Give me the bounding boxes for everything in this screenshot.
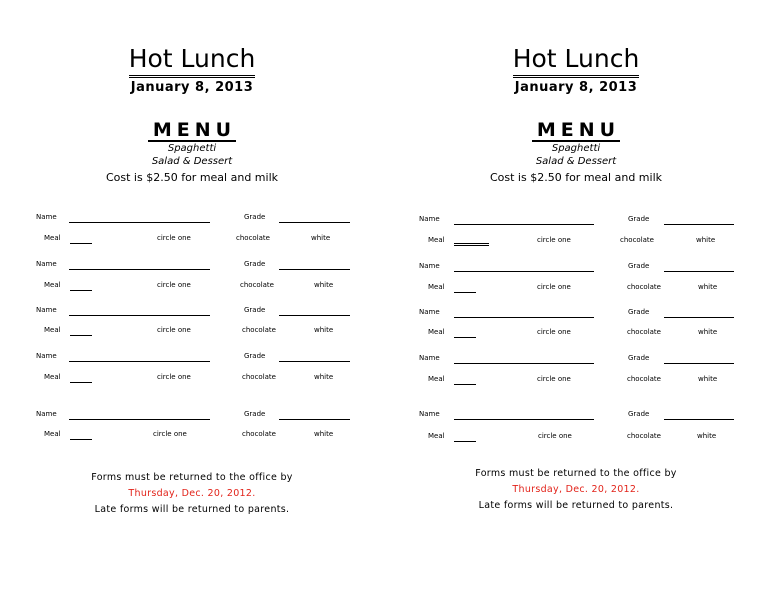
grade-field[interactable] — [664, 363, 734, 364]
option-chocolate[interactable]: chocolate — [627, 328, 661, 336]
grade-label: Grade — [628, 410, 650, 418]
option-white[interactable]: white — [314, 281, 334, 289]
grade-field[interactable] — [279, 269, 350, 270]
circle-one-label: circle one — [153, 430, 187, 438]
meal-count-field[interactable] — [70, 335, 92, 336]
name-grade-row — [0, 306, 384, 320]
option-chocolate[interactable]: chocolate — [627, 432, 661, 440]
grade-label: Grade — [244, 260, 266, 268]
name-label: Name — [419, 354, 440, 362]
circle-one-label: circle one — [537, 236, 571, 244]
name-grade-row — [0, 352, 384, 366]
name-field[interactable] — [69, 361, 210, 362]
flyer-date: January 8, 2013 — [130, 80, 254, 95]
meal-label: Meal — [44, 373, 61, 381]
name-label: Name — [419, 308, 440, 316]
meal-row — [0, 281, 384, 295]
meal-label: Meal — [428, 328, 445, 336]
circle-one-label: circle one — [537, 283, 571, 291]
option-white[interactable]: white — [314, 326, 334, 334]
footer-deadline: Thursday, Dec. 20, 2012. — [128, 488, 256, 499]
name-label: Name — [419, 262, 440, 270]
circle-one-label: circle one — [157, 281, 191, 289]
option-chocolate[interactable]: chocolate — [242, 430, 276, 438]
grade-field[interactable] — [664, 419, 734, 420]
meal-count-field[interactable] — [70, 290, 92, 291]
cost-text: Cost is $2.50 for meal and milk — [489, 171, 662, 184]
menu-heading: MENU — [0, 119, 384, 142]
option-chocolate[interactable]: chocolate — [627, 283, 661, 291]
name-field[interactable] — [454, 363, 594, 364]
flyer-title: Hot Lunch — [384, 44, 768, 78]
flyer-date: January 8, 2013 — [514, 80, 638, 95]
footer-instruction: Forms must be returned to the office by — [91, 472, 293, 483]
menu-item: Spaghetti — [167, 143, 217, 154]
name-label: Name — [36, 213, 57, 221]
flyer-title: Hot Lunch — [0, 44, 384, 78]
meal-label: Meal — [428, 375, 445, 383]
meal-count-field[interactable] — [454, 337, 476, 338]
circle-one-label: circle one — [157, 373, 191, 381]
name-label: Name — [36, 260, 57, 268]
grade-label: Grade — [244, 213, 266, 221]
grade-label: Grade — [628, 215, 650, 223]
option-white[interactable]: white — [697, 432, 717, 440]
name-grade-row — [0, 410, 384, 424]
name-label: Name — [419, 215, 440, 223]
grade-label: Grade — [628, 308, 650, 316]
option-chocolate[interactable]: chocolate — [242, 326, 276, 334]
option-white[interactable]: white — [698, 375, 718, 383]
grade-field[interactable] — [664, 224, 734, 225]
name-label: Name — [36, 306, 57, 314]
cost-text: Cost is $2.50 for meal and milk — [105, 171, 278, 184]
grade-label: Grade — [628, 354, 650, 362]
circle-one-label: circle one — [157, 326, 191, 334]
meal-row — [384, 375, 768, 389]
name-field[interactable] — [69, 269, 210, 270]
option-chocolate[interactable]: chocolate — [242, 373, 276, 381]
name-label: Name — [419, 410, 440, 418]
meal-count-field[interactable] — [70, 382, 92, 383]
meal-count-field[interactable] — [454, 243, 489, 246]
circle-one-label: circle one — [537, 375, 571, 383]
meal-label: Meal — [428, 236, 445, 244]
meal-count-field[interactable] — [454, 441, 476, 442]
option-white[interactable]: white — [314, 430, 334, 438]
meal-label: Meal — [44, 234, 61, 242]
meal-label: Meal — [44, 430, 61, 438]
meal-row — [384, 432, 768, 446]
meal-row — [0, 326, 384, 340]
grade-label: Grade — [244, 352, 266, 360]
meal-row — [0, 373, 384, 387]
meal-label: Meal — [44, 281, 61, 289]
circle-one-label: circle one — [157, 234, 191, 242]
menu-item: Salad & Dessert — [535, 156, 617, 167]
grade-label: Grade — [244, 306, 266, 314]
name-label: Name — [36, 352, 57, 360]
option-chocolate[interactable]: chocolate — [627, 375, 661, 383]
footer-late-notice: Late forms will be returned to parents. — [94, 504, 290, 515]
grade-field[interactable] — [664, 317, 734, 318]
option-white[interactable]: white — [314, 373, 334, 381]
name-field[interactable] — [454, 419, 594, 420]
menu-item: Spaghetti — [551, 143, 601, 154]
meal-row — [0, 430, 384, 444]
meal-row — [0, 234, 384, 248]
name-field[interactable] — [454, 271, 594, 272]
meal-row — [384, 328, 768, 342]
grade-field[interactable] — [279, 222, 350, 223]
name-field[interactable] — [454, 317, 594, 318]
name-field[interactable] — [69, 222, 210, 223]
option-chocolate[interactable]: chocolate — [236, 234, 270, 242]
grade-field[interactable] — [279, 315, 350, 316]
grade-label: Grade — [628, 262, 650, 270]
menu-item: Salad & Dessert — [151, 156, 233, 167]
name-grade-row — [0, 260, 384, 274]
grade-field[interactable] — [279, 361, 350, 362]
meal-row — [384, 236, 768, 250]
meal-count-field[interactable] — [454, 292, 476, 293]
option-white[interactable]: white — [698, 328, 718, 336]
meal-label: Meal — [428, 283, 445, 291]
grade-field[interactable] — [664, 271, 734, 272]
name-grade-row — [384, 410, 768, 424]
name-field[interactable] — [69, 315, 210, 316]
option-white[interactable]: white — [696, 236, 716, 244]
name-field[interactable] — [454, 224, 594, 225]
footer-deadline: Thursday, Dec. 20, 2012. — [512, 484, 640, 495]
meal-count-field[interactable] — [70, 243, 92, 244]
option-chocolate[interactable]: chocolate — [240, 281, 274, 289]
meal-row — [384, 283, 768, 297]
option-white[interactable]: white — [311, 234, 331, 242]
option-white[interactable]: white — [698, 283, 718, 291]
grade-field[interactable] — [279, 419, 350, 420]
name-field[interactable] — [69, 419, 210, 420]
name-grade-row — [384, 308, 768, 322]
menu-heading: MENU — [384, 119, 768, 142]
flyer-right — [384, 0, 768, 594]
name-grade-row — [384, 354, 768, 368]
meal-label: Meal — [44, 326, 61, 334]
name-label: Name — [36, 410, 57, 418]
circle-one-label: circle one — [538, 432, 572, 440]
grade-label: Grade — [244, 410, 266, 418]
name-grade-row — [384, 262, 768, 276]
name-grade-row — [384, 215, 768, 229]
name-grade-row — [0, 213, 384, 227]
circle-one-label: circle one — [537, 328, 571, 336]
meal-count-field[interactable] — [70, 439, 92, 440]
footer-instruction: Forms must be returned to the office by — [475, 468, 677, 479]
footer-late-notice: Late forms will be returned to parents. — [478, 500, 674, 511]
option-chocolate[interactable]: chocolate — [620, 236, 654, 244]
meal-label: Meal — [428, 432, 445, 440]
meal-count-field[interactable] — [454, 384, 476, 385]
